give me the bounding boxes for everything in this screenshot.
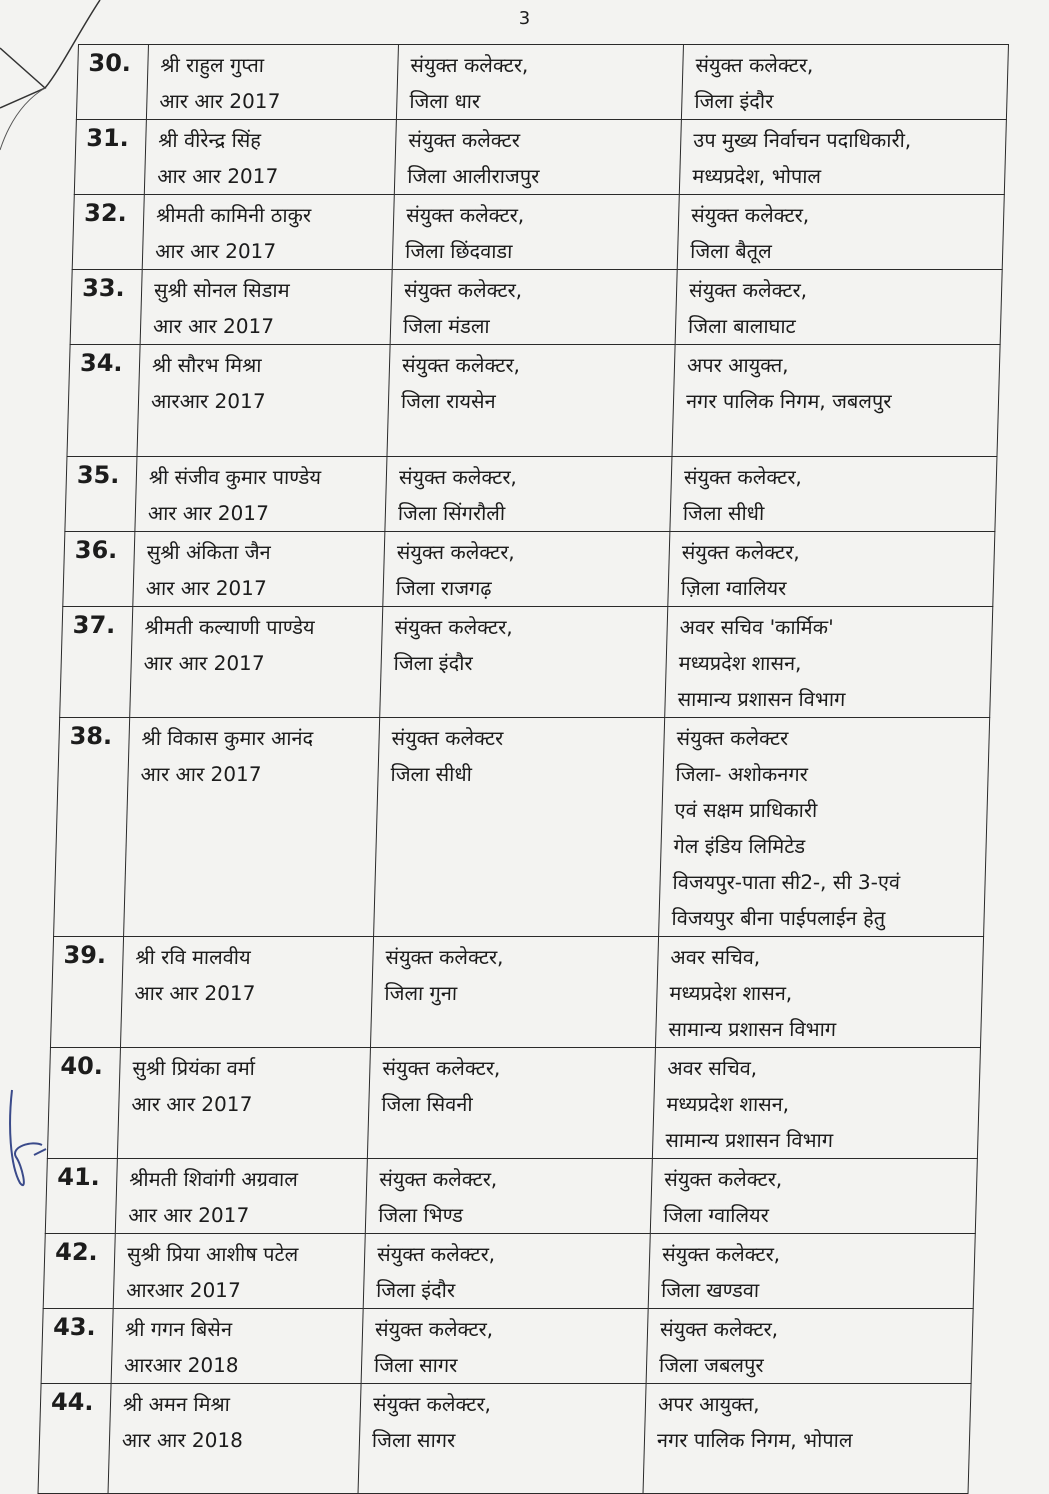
- new-posting-line: संयुक्त कलेक्टर: [676, 726, 789, 750]
- officer-batch: आर आर 2017: [154, 239, 277, 263]
- current-posting-line: जिला सिंगरौली: [397, 501, 506, 525]
- new-posting-cell: [648, 1234, 975, 1309]
- current-posting-line: जिला रायसेन: [400, 389, 497, 413]
- new-posting-cell: [679, 120, 1006, 195]
- new-posting-cell: [659, 718, 990, 937]
- officer-name: श्रीमती कामिनी ठाकुर: [155, 203, 312, 227]
- officer-name: श्री संजीव कुमार पाण्डेय: [148, 465, 322, 489]
- officer-batch: आरआर 2017: [125, 1278, 242, 1302]
- serial-number: 39.: [50, 937, 123, 1048]
- new-posting-cell: [650, 1159, 977, 1234]
- current-posting-cell: [394, 120, 681, 195]
- table-row: [47, 1048, 980, 1159]
- current-posting-line: संयुक्त कलेक्टर: [407, 128, 521, 152]
- officer-name: श्री रवि मालवीय: [135, 945, 251, 969]
- table-row: [50, 937, 983, 1048]
- officer-name: श्री गगन बिसेन: [124, 1317, 233, 1341]
- table-row: [72, 195, 1004, 270]
- serial-number: 43.: [41, 1309, 113, 1384]
- new-posting-line: अपर आयुक्त,: [657, 1392, 761, 1416]
- current-posting-cell: [367, 1048, 655, 1159]
- officer-name: सुश्री प्रियंका वर्मा: [132, 1056, 256, 1080]
- officer-cell: [133, 532, 385, 607]
- current-posting-line: जिला धार: [409, 89, 481, 113]
- new-posting-line: संयुक्त कलेक्टर,: [661, 1242, 781, 1266]
- new-posting-line: सामान्य प्रशासन विभाग: [677, 687, 846, 711]
- serial-number: 38.: [54, 718, 130, 937]
- current-posting-cell: [380, 607, 668, 718]
- current-posting-line: जिला आलीराजपुर: [406, 164, 540, 188]
- new-posting-line: अवर सचिव,: [667, 1056, 758, 1080]
- current-posting-line: संयुक्त कलेक्टर,: [374, 1317, 494, 1341]
- new-posting-line: जिला- अशोकनगर: [675, 762, 809, 786]
- new-posting-cell: [672, 345, 1000, 457]
- table-row: [70, 270, 1002, 345]
- table-row: [38, 1384, 971, 1494]
- current-posting-line: जिला सिवनी: [381, 1092, 473, 1116]
- officer-name: सुश्री अंकिता जैन: [146, 540, 272, 564]
- current-posting-line: संयुक्त कलेक्टर,: [396, 540, 516, 564]
- new-posting-line: ज़िला ग्वालियर: [680, 576, 787, 600]
- officer-cell: [120, 937, 373, 1048]
- table-row: [63, 532, 995, 607]
- serial-number: 37.: [60, 607, 133, 718]
- current-posting-line: संयुक्त कलेक्टर,: [398, 465, 518, 489]
- serial-number: 40.: [47, 1048, 120, 1159]
- current-posting-cell: [385, 457, 672, 532]
- current-posting-line: जिला मंडला: [402, 314, 490, 338]
- new-posting-line: जिला खण्डवा: [660, 1278, 760, 1302]
- current-posting-line: जिला भिण्ड: [377, 1203, 464, 1227]
- current-posting-line: जिला छिंदवाडा: [404, 239, 513, 263]
- current-posting-line: संयुक्त कलेक्टर,: [385, 945, 504, 969]
- new-posting-line: सामान्य प्रशासन विभाग: [665, 1128, 834, 1152]
- officer-name: सुश्री सोनल सिडाम: [153, 278, 290, 302]
- page-number: 3: [518, 8, 531, 29]
- new-posting-line: उप मुख्य निर्वाचन पदाधिकारी,: [692, 128, 912, 152]
- officer-cell: [144, 120, 396, 195]
- current-posting-cell: [374, 718, 665, 937]
- officer-batch: आर आर 2017: [156, 164, 279, 188]
- serial-number: 44.: [38, 1384, 111, 1494]
- current-posting-cell: [392, 195, 679, 270]
- officer-batch: आरआर 2017: [150, 389, 266, 413]
- officer-batch: आर आर 2017: [159, 89, 281, 113]
- current-posting-line: संयुक्त कलेक्टर,: [372, 1392, 492, 1416]
- officer-batch: आर आर 2017: [134, 981, 256, 1005]
- current-posting-line: संयुक्त कलेक्टर,: [410, 53, 529, 77]
- current-posting-cell: [383, 532, 670, 607]
- current-posting-line: संयुक्त कलेक्टर,: [376, 1242, 496, 1266]
- new-posting-cell: [668, 532, 995, 607]
- officer-batch: आर आर 2018: [121, 1428, 244, 1452]
- new-posting-line: संयुक्त कलेक्टर,: [659, 1317, 779, 1341]
- new-posting-line: विजयपुर बीना पाईपलाईन हेतु: [671, 906, 886, 930]
- table-row: [41, 1309, 973, 1384]
- current-posting-line: संयुक्त कलेक्टर,: [378, 1167, 498, 1191]
- serial-number: 36.: [63, 532, 135, 607]
- new-posting-line: संयुक्त कलेक्टर,: [688, 278, 808, 302]
- officer-name: श्रीमती शिवांगी अग्रवाल: [128, 1167, 299, 1191]
- officer-name: श्री अमन मिश्रा: [122, 1392, 231, 1416]
- officer-name: श्री राहुल गुप्ता: [160, 53, 265, 77]
- serial-number: 31.: [74, 120, 146, 195]
- current-posting-line: संयुक्त कलेक्टर,: [405, 203, 525, 227]
- officer-cell: [137, 345, 390, 457]
- current-posting-cell: [390, 270, 677, 345]
- officer-name: श्री विकास कुमार आनंद: [141, 726, 314, 750]
- officer-name: श्री वीरेन्द्र सिंह: [157, 128, 262, 152]
- new-posting-line: संयुक्त कलेक्टर,: [681, 540, 801, 564]
- current-posting-line: संयुक्त कलेक्टर: [391, 726, 504, 750]
- new-posting-line: एवं सक्षम प्राधिकारी: [674, 798, 818, 822]
- current-posting-cell: [361, 1309, 648, 1384]
- new-posting-line: संयुक्त कलेक्टर,: [663, 1167, 783, 1191]
- officer-cell: [142, 195, 394, 270]
- new-posting-line: विजयपुर-पाता सी2-, सी 3-एवं: [672, 870, 901, 894]
- current-posting-cell: [370, 937, 658, 1048]
- current-posting-cell: [358, 1384, 646, 1494]
- new-posting-line: मध्यप्रदेश शासन,: [669, 981, 793, 1005]
- new-posting-line: नगर पालिक निगम, भोपाल: [656, 1428, 853, 1452]
- serial-number: 35.: [65, 457, 137, 532]
- new-posting-line: जिला बालाघाट: [687, 314, 797, 338]
- current-posting-line: जिला सागर: [371, 1428, 456, 1452]
- current-posting-line: जिला सागर: [373, 1353, 458, 1377]
- new-posting-line: जिला जबलपुर: [658, 1353, 764, 1377]
- officer-cell: [117, 1048, 370, 1159]
- current-posting-line: जिला सीधी: [390, 762, 473, 786]
- new-posting-line: जिला बैतूल: [689, 239, 773, 263]
- officer-name: श्रीमती कल्याणी पाण्डेय: [144, 615, 315, 639]
- new-posting-line: मध्यप्रदेश शासन,: [678, 651, 802, 675]
- officer-batch: आर आर 2017: [143, 651, 265, 675]
- new-posting-line: जिला ग्वालियर: [662, 1203, 770, 1227]
- officer-cell: [115, 1159, 367, 1234]
- current-posting-line: संयुक्त कलेक्टर,: [401, 353, 521, 377]
- officer-cell: [130, 607, 383, 718]
- new-posting-cell: [655, 937, 983, 1048]
- new-posting-line: सामान्य प्रशासन विभाग: [668, 1017, 837, 1041]
- officer-cell: [146, 45, 398, 120]
- transfer-table: [37, 44, 1009, 1494]
- current-posting-line: जिला राजगढ़: [395, 576, 492, 600]
- table-row: [74, 120, 1006, 195]
- officer-name: सुश्री प्रिया आशीष पटेल: [126, 1242, 299, 1266]
- new-posting-line: संयुक्त कलेक्टर,: [690, 203, 810, 227]
- current-posting-line: संयुक्त कलेक्टर,: [403, 278, 523, 302]
- officer-batch: आर आर 2017: [131, 1092, 253, 1116]
- table-row: [45, 1159, 977, 1234]
- table-row: [65, 457, 997, 532]
- new-posting-line: अवर सचिव,: [670, 945, 761, 969]
- current-posting-line: संयुक्त कलेक्टर,: [394, 615, 514, 639]
- new-posting-cell: [643, 1384, 971, 1494]
- officer-cell: [140, 270, 392, 345]
- new-posting-line: अपर आयुक्त,: [686, 353, 790, 377]
- new-posting-line: जिला इंदौर: [694, 89, 774, 113]
- serial-number: 32.: [72, 195, 144, 270]
- officer-batch: आर आर 2017: [152, 314, 275, 338]
- new-posting-cell: [677, 195, 1004, 270]
- current-posting-cell: [396, 45, 683, 120]
- new-posting-line: अवर सचिव 'कार्मिक': [679, 615, 834, 639]
- officer-batch: आर आर 2017: [147, 501, 270, 525]
- new-posting-line: जिला सीधी: [682, 501, 765, 525]
- officer-batch: आर आर 2017: [140, 762, 262, 786]
- current-posting-line: जिला इंदौर: [393, 651, 473, 675]
- serial-number: 30.: [76, 45, 148, 120]
- serial-number: 42.: [43, 1234, 115, 1309]
- officer-batch: आर आर 2017: [127, 1203, 250, 1227]
- table-row: [60, 607, 993, 718]
- officer-batch: आर आर 2017: [145, 576, 267, 600]
- new-posting-cell: [646, 1309, 973, 1384]
- current-posting-cell: [363, 1234, 650, 1309]
- new-posting-cell: [665, 607, 993, 718]
- serial-number: 34.: [67, 345, 140, 457]
- officer-cell: [124, 718, 380, 937]
- serial-number: 33.: [70, 270, 142, 345]
- current-posting-line: संयुक्त कलेक्टर,: [382, 1056, 501, 1080]
- current-posting-line: जिला इंदौर: [375, 1278, 456, 1302]
- new-posting-cell: [675, 270, 1002, 345]
- initials-signature: [2, 1085, 52, 1195]
- officer-name: श्री सौरभ मिश्रा: [151, 353, 262, 377]
- officer-cell: [111, 1309, 363, 1384]
- table-row: [67, 345, 1000, 457]
- new-posting-line: नगर पालिक निगम, जबलपुर: [685, 389, 892, 413]
- new-posting-cell: [652, 1048, 980, 1159]
- officer-cell: [113, 1234, 365, 1309]
- new-posting-line: मध्यप्रदेश, भोपाल: [691, 164, 822, 188]
- new-posting-line: गेल इंडिय लिमिटेड: [673, 834, 806, 858]
- new-posting-line: मध्यप्रदेश शासन,: [666, 1092, 790, 1116]
- table-row: [76, 45, 1008, 120]
- table-row: [43, 1234, 975, 1309]
- serial-number: 41.: [45, 1159, 117, 1234]
- table-row: [54, 718, 990, 937]
- officer-cell: [108, 1384, 361, 1494]
- new-posting-cell: [670, 457, 997, 532]
- officer-batch: आरआर 2018: [123, 1353, 239, 1377]
- officer-cell: [135, 457, 387, 532]
- current-posting-line: जिला गुना: [384, 981, 458, 1005]
- current-posting-cell: [387, 345, 675, 457]
- new-posting-line: संयुक्त कलेक्टर,: [683, 465, 803, 489]
- new-posting-line: संयुक्त कलेक्टर,: [695, 53, 814, 77]
- current-posting-cell: [365, 1159, 652, 1234]
- new-posting-cell: [681, 45, 1008, 120]
